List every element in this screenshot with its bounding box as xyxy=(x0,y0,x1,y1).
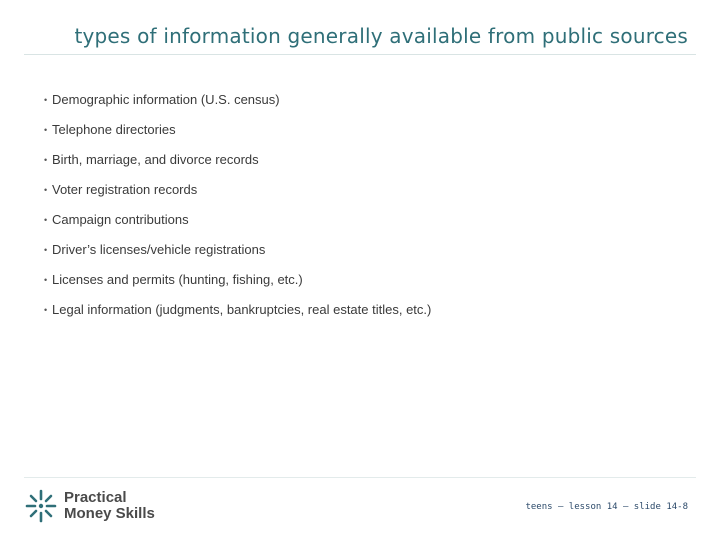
bullet-text: Voter registration records xyxy=(52,182,198,197)
bullet-item xyxy=(44,180,431,210)
logo-wordmark xyxy=(64,490,155,522)
bullet-text: Demographic information (U.S. census) xyxy=(52,92,280,107)
bullet-dot: • xyxy=(44,275,48,285)
bullet-text: Telephone directories xyxy=(52,122,176,137)
slide-footer-note: teens – lesson 14 – slide 14-8 xyxy=(525,502,688,512)
bullet-item xyxy=(44,300,431,330)
logo-line-1: Practical xyxy=(64,489,127,506)
practical-money-skills-logo xyxy=(24,488,155,524)
bullet-text: Birth, marriage, and divorce records xyxy=(52,152,259,167)
bullet-item xyxy=(44,90,431,120)
bullet-text: Licenses and permits (hunting, fishing, etc.) xyxy=(52,272,303,287)
bullet-dot: • xyxy=(44,125,48,135)
bullet-item xyxy=(44,120,431,150)
bullet-dot: • xyxy=(44,215,48,225)
bullet-text: Legal information (judgments, bankruptcies, real estate titles, etc.) xyxy=(52,302,432,317)
logo-line-2: Money Skills xyxy=(64,505,155,522)
bullet-dot: • xyxy=(44,185,48,195)
slide-title: types of information generally available from public sources xyxy=(74,24,688,48)
title-divider xyxy=(24,54,696,55)
bullet-item xyxy=(44,150,431,180)
bullet-item xyxy=(44,270,431,300)
footer-divider xyxy=(24,477,696,478)
bullet-dot: • xyxy=(44,155,48,165)
bullet-dot: • xyxy=(44,245,48,255)
bullet-item xyxy=(44,210,431,240)
burst-asterisk-icon xyxy=(24,488,58,524)
bullet-text: Driver’s licenses/vehicle registrations xyxy=(52,242,266,257)
bullet-item xyxy=(44,240,431,270)
bullet-text: Campaign contributions xyxy=(52,212,189,227)
bullet-list xyxy=(44,90,431,330)
bullet-dot: • xyxy=(44,305,48,315)
bullet-dot: • xyxy=(44,95,48,105)
